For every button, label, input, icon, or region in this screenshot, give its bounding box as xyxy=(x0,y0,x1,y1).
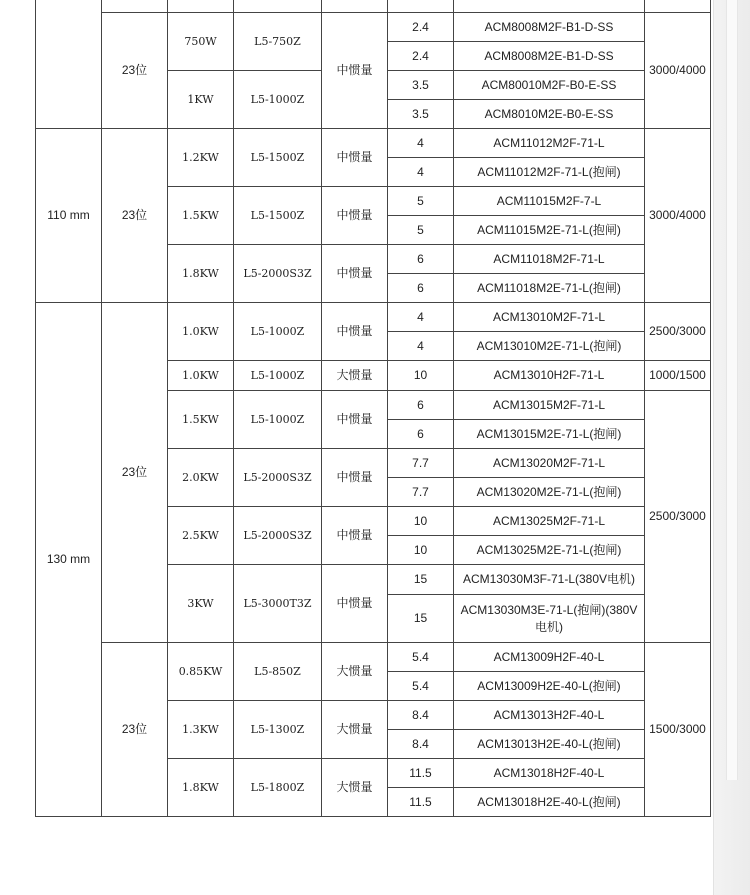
cell-drive-model: L5-850Z xyxy=(234,643,322,701)
cell-motor-model: ACM11018M2F-71-L xyxy=(454,245,645,274)
cell-speed: 2500/3000 xyxy=(645,303,711,361)
cell-torque: 6 xyxy=(388,245,454,274)
cell-speed: 3000/4000 xyxy=(645,129,711,303)
cell-inertia: 中惯量 xyxy=(322,449,388,507)
cell-inertia: 中惯量 xyxy=(322,13,388,129)
cell-motor-model: ACM13013H2E-40-L(抱闸) xyxy=(454,730,645,759)
cell-inertia: 中惯量 xyxy=(322,187,388,245)
cell-drive-model: L5-750Z xyxy=(234,13,322,71)
cell-motor-model: ACM13025M2F-71-L xyxy=(454,507,645,536)
cell-motor-model: ACM13010M2E-71-L(抱闸) xyxy=(454,332,645,361)
cell-torque: 2.4 xyxy=(388,13,454,42)
cell-motor-model: ACM11012M2F-71-L xyxy=(454,129,645,158)
cell-torque: 6 xyxy=(388,391,454,420)
cell-torque: 15 xyxy=(388,595,454,643)
cell-torque: 2.4 xyxy=(388,42,454,71)
cell-torque: 5 xyxy=(388,187,454,216)
cell-torque: 7.7 xyxy=(388,478,454,507)
cell-power: 1.5KW xyxy=(168,391,234,449)
cell-inertia: 中惯量 xyxy=(322,507,388,565)
cell-frame-size: 130 mm xyxy=(36,303,102,817)
cell-torque: 15 xyxy=(388,565,454,595)
cell-inertia: 中惯量 xyxy=(322,303,388,361)
cell-power: 1.0KW xyxy=(168,361,234,391)
cell-drive-model: L5-1000Z xyxy=(234,391,322,449)
cell-torque: 10 xyxy=(388,507,454,536)
cell-motor-model: ACM13018H2F-40-L xyxy=(454,759,645,788)
cell-motor-model: ACM11018M2E-71-L(抱闸) xyxy=(454,274,645,303)
cell-torque: 7.7 xyxy=(388,449,454,478)
cell-drive-model: L5-1000Z xyxy=(234,71,322,129)
cell-drive-model: L5-2000S3Z xyxy=(234,245,322,303)
cell-drive-model: L5-2000S3Z xyxy=(234,449,322,507)
cell-inertia: 中惯量 xyxy=(322,565,388,643)
cell-motor-model: ACM13020M2E-71-L(抱闸) xyxy=(454,478,645,507)
table-row xyxy=(36,643,711,672)
cell-torque: 11.5 xyxy=(388,788,454,817)
cell-power: 2.0KW xyxy=(168,449,234,507)
cell-motor-model xyxy=(454,0,645,13)
cell-speed: 2500/3000 xyxy=(645,391,711,643)
cell-torque xyxy=(388,0,454,13)
cell-encoder: 23位 xyxy=(102,303,168,643)
cell-encoder: 23位 xyxy=(102,643,168,817)
cell-motor-model: ACM80010M2F-B0-E-SS xyxy=(454,71,645,100)
cell-torque: 4 xyxy=(388,129,454,158)
cell-motor-model: ACM13009H2F-40-L xyxy=(454,643,645,672)
cell-inertia: 大惯量 xyxy=(322,759,388,817)
cell-drive-model: L5-1300Z xyxy=(234,701,322,759)
cell-drive-model: L5-1800Z xyxy=(234,759,322,817)
cell-power: 1.0KW xyxy=(168,303,234,361)
cell-motor-model: ACM13030M3E-71-L(抱闸)(380V电机) xyxy=(454,595,645,643)
cell-inertia: 中惯量 xyxy=(322,391,388,449)
cell-motor-model: ACM11015M2F-7-L xyxy=(454,187,645,216)
cell-speed xyxy=(645,0,711,13)
cell-power: 1.8KW xyxy=(168,759,234,817)
cell-power: 2.5KW xyxy=(168,507,234,565)
cell-drive-model: L5-1500Z xyxy=(234,129,322,187)
cell-torque: 3.5 xyxy=(388,100,454,129)
cell-motor-model: ACM8010M2E-B0-E-SS xyxy=(454,100,645,129)
cell-encoder xyxy=(102,0,168,13)
cell-motor-model: ACM11015M2E-71-L(抱闸) xyxy=(454,216,645,245)
cell-power: 1.3KW xyxy=(168,701,234,759)
cell-frame-size: 110 mm xyxy=(36,129,102,303)
cell-torque: 4 xyxy=(388,332,454,361)
cell-encoder: 23位 xyxy=(102,129,168,303)
cell-motor-model: ACM13013H2F-40-L xyxy=(454,701,645,730)
cell-frame-size xyxy=(36,0,102,129)
page-bottom-margin xyxy=(0,823,714,895)
cell-torque: 6 xyxy=(388,420,454,449)
cell-torque: 4 xyxy=(388,303,454,332)
cell-drive-model: L5-3000T3Z xyxy=(234,565,322,643)
cell-speed: 3000/4000 xyxy=(645,13,711,129)
cell-power: 3KW xyxy=(168,565,234,643)
cell-motor-model: ACM13010H2F-71-L xyxy=(454,361,645,391)
cell-torque: 10 xyxy=(388,536,454,565)
scrollbar[interactable] xyxy=(713,0,750,895)
cell-torque: 8.4 xyxy=(388,701,454,730)
cell-power: 1.8KW xyxy=(168,245,234,303)
servo-spec-table xyxy=(35,0,711,817)
cell-torque: 4 xyxy=(388,158,454,187)
cell-drive-model: L5-1500Z xyxy=(234,187,322,245)
cell-inertia: 大惯量 xyxy=(322,701,388,759)
cell-motor-model: ACM13015M2F-71-L xyxy=(454,391,645,420)
cell-drive-model: L5-1000Z xyxy=(234,361,322,391)
cell-inertia: 大惯量 xyxy=(322,361,388,391)
cell-encoder: 23位 xyxy=(102,13,168,129)
cell-power: 1KW xyxy=(168,71,234,129)
cell-torque: 5.4 xyxy=(388,672,454,701)
cell-torque: 8.4 xyxy=(388,730,454,759)
table-row xyxy=(36,303,711,332)
cell-torque: 11.5 xyxy=(388,759,454,788)
cell-torque: 5 xyxy=(388,216,454,245)
cell-power: 1.5KW xyxy=(168,187,234,245)
cell-power xyxy=(168,0,234,13)
cell-motor-model: ACM8008M2F-B1-D-SS xyxy=(454,13,645,42)
cell-drive-model xyxy=(234,0,322,13)
cell-motor-model: ACM13018H2E-40-L(抱闸) xyxy=(454,788,645,817)
cell-drive-model: L5-1000Z xyxy=(234,303,322,361)
cell-inertia xyxy=(322,0,388,13)
cell-torque: 10 xyxy=(388,361,454,391)
cell-inertia: 中惯量 xyxy=(322,129,388,187)
cell-motor-model: ACM8008M2E-B1-D-SS xyxy=(454,42,645,71)
table-row xyxy=(36,13,711,42)
cell-power: 750W xyxy=(168,13,234,71)
cell-inertia: 大惯量 xyxy=(322,643,388,701)
cell-drive-model: L5-2000S3Z xyxy=(234,507,322,565)
table-row xyxy=(36,0,711,13)
cell-motor-model: ACM13015M2E-71-L(抱闸) xyxy=(454,420,645,449)
scrollbar-track[interactable] xyxy=(726,0,738,780)
cell-motor-model: ACM13009H2E-40-L(抱闸) xyxy=(454,672,645,701)
cell-torque: 6 xyxy=(388,274,454,303)
cell-torque: 3.5 xyxy=(388,71,454,100)
table-row xyxy=(36,129,711,158)
cell-motor-model: ACM13020M2F-71-L xyxy=(454,449,645,478)
cell-motor-model: ACM13030M3F-71-L(380V电机) xyxy=(454,565,645,595)
cell-speed: 1000/1500 xyxy=(645,361,711,391)
cell-motor-model: ACM13025M2E-71-L(抱闸) xyxy=(454,536,645,565)
cell-motor-model: ACM11012M2F-71-L(抱闸) xyxy=(454,158,645,187)
cell-power: 1.2KW xyxy=(168,129,234,187)
cell-motor-model: ACM13010M2F-71-L xyxy=(454,303,645,332)
cell-torque: 5.4 xyxy=(388,643,454,672)
cell-inertia: 中惯量 xyxy=(322,245,388,303)
cell-speed: 1500/3000 xyxy=(645,643,711,817)
cell-power: 0.85KW xyxy=(168,643,234,701)
